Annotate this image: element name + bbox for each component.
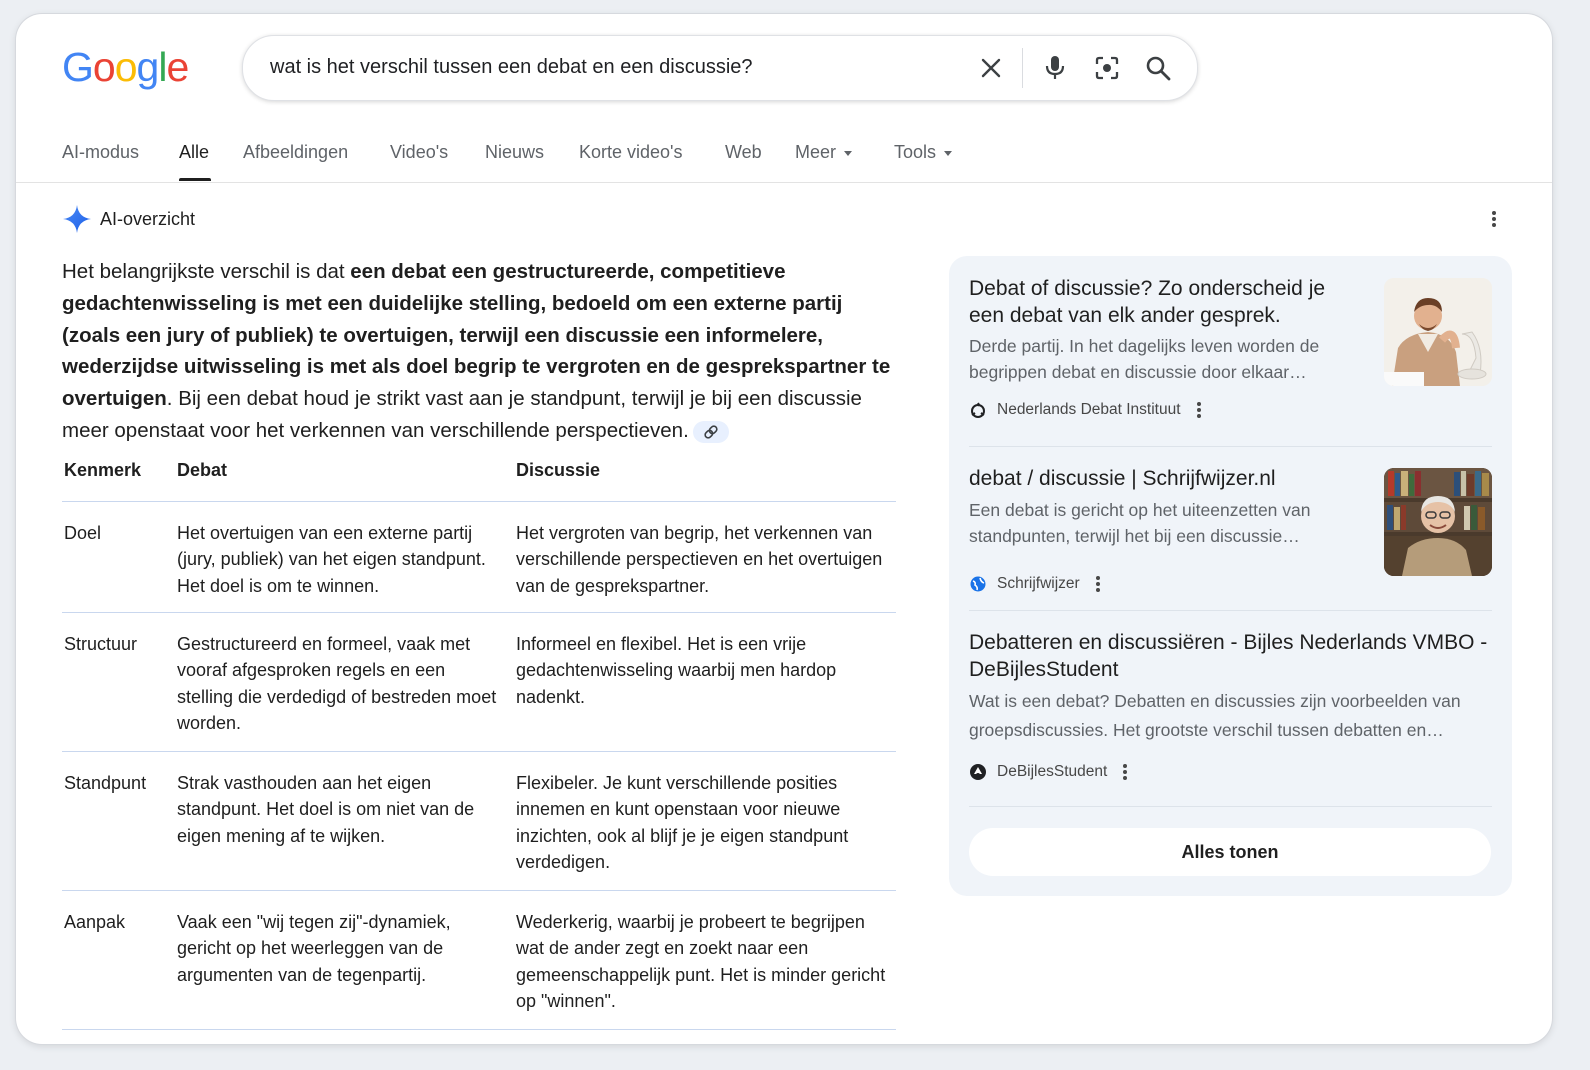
card-divider	[969, 806, 1492, 807]
header-debat: Debat	[177, 460, 228, 480]
globe-icon	[969, 575, 987, 593]
man-on-phone-image	[1384, 278, 1492, 386]
active-tab-indicator	[179, 178, 211, 181]
source-site[interactable]	[969, 400, 1201, 420]
search-icon[interactable]	[1144, 54, 1172, 82]
site-name: Nederlands Debat Instituut	[997, 401, 1181, 418]
more-options-icon[interactable]	[1492, 209, 1496, 234]
source-card[interactable]	[969, 276, 1492, 426]
source-site[interactable]	[969, 762, 1127, 782]
cell-kenmerk: Standpunt	[64, 773, 147, 793]
summary-intro: Het belangrijkste verschil is dat	[62, 260, 351, 283]
card-divider	[969, 446, 1492, 447]
source-description: Derde partij. In het dagelijks leven worden de begrippen debat en discussie door elkaar…	[969, 336, 1320, 382]
tab-web[interactable]: Web	[725, 142, 762, 162]
table-row	[62, 502, 896, 613]
source-site[interactable]	[969, 574, 1100, 594]
header-discussie: Discussie	[516, 460, 601, 480]
cell-kenmerk: Structuur	[64, 634, 138, 654]
sources-panel	[949, 256, 1512, 896]
browser-page	[16, 14, 1552, 1044]
source-card[interactable]	[969, 630, 1492, 790]
source-more-icon[interactable]	[1096, 574, 1100, 594]
cell-discussie: Flexibeler. Je kunt verschillende posities innemen en kunt openstaan voor nieuwe inzichten, ook al blijf je je eigen standpunt verdedigen.	[516, 773, 849, 873]
show-all-button[interactable]: Alles tonen	[969, 828, 1491, 876]
clear-icon[interactable]	[977, 54, 1005, 82]
cell-kenmerk: Doel	[64, 523, 102, 543]
site-favicon-icon	[969, 763, 987, 781]
tab-tools-label: Tools	[894, 142, 937, 162]
microphone-icon[interactable]	[1041, 54, 1069, 82]
tab-meer[interactable]	[795, 142, 852, 163]
caret-down-icon	[844, 151, 852, 156]
ai-overview-title: AI-overzicht	[100, 208, 196, 229]
tab-nieuws[interactable]: Nieuws	[485, 142, 545, 162]
tab-korte-videos[interactable]: Korte video's	[579, 142, 683, 162]
cell-discussie: Wederkerig, waarbij je probeert te begrijpen wat de ander zegt en zoekt naar een gemeenschappelijk punt. Het is minder gericht op "winnen".	[516, 912, 886, 1012]
site-favicon-icon	[969, 401, 987, 419]
cell-debat: Strak vasthouden aan het eigen standpunt. Het doel is om niet van de eigen mening af te wijken.	[177, 773, 475, 846]
table-row	[62, 613, 896, 752]
source-title[interactable]: debat / discussie | Schrijfwijzer.nl	[969, 467, 1276, 490]
search-input[interactable]: wat is het verschil tussen een debat en een discussie?	[270, 56, 753, 78]
table-header	[62, 458, 896, 502]
card-divider	[969, 610, 1492, 611]
source-title[interactable]: Debat of discussie? Zo onderscheid je een debat van elk ander gesprek.	[969, 277, 1326, 327]
cell-kenmerk: Aanpak	[64, 912, 126, 932]
source-thumbnail[interactable]	[1384, 468, 1492, 576]
source-link-chip[interactable]	[693, 421, 729, 443]
cell-debat: Vaak een "wij tegen zij"-dynamiek, gericht op het weerleggen van de argumenten van de tegenpartij.	[177, 912, 451, 985]
tab-meer-label: Meer	[795, 142, 837, 162]
search-divider	[1022, 48, 1023, 88]
cell-debat: Het overtuigen van een externe partij (jury, publiek) van het eigen standpunt. Het doel is om te winnen.	[177, 523, 486, 596]
tab-tools[interactable]	[894, 142, 952, 163]
cell-discussie: Informeel en flexibel. Het is een vrije gedachtenwisseling waarbij men hardop nadenkt.	[516, 634, 837, 707]
source-thumbnail[interactable]	[1384, 278, 1492, 386]
camera-lens-icon[interactable]	[1093, 54, 1121, 82]
tab-afbeeldingen[interactable]: Afbeeldingen	[243, 142, 349, 162]
source-more-icon[interactable]	[1123, 762, 1127, 782]
summary-highlight: een debat een gestructureerde, competitieve gedachtenwisseling is met een duidelijke stelling, bedoeld om een externe partij (zoals een jury of publiek) te overtuigen, terwijl een discussie een informelere, wederzijdse uitwisseling is met als doel begrip te vergroten en de gesprekspartner te overtuigen	[62, 260, 891, 411]
source-description: Een debat is gericht op het uiteenzetten van standpunten, terwijl het bij een discussie…	[969, 499, 1311, 546]
site-name: DeBijlesStudent	[997, 763, 1108, 780]
gemini-sparkle-icon	[62, 204, 92, 234]
cell-debat: Gestructureerd en formeel, vaak met vooraf afgesproken regels en een stelling die verdedigd of bestreden moet worden.	[177, 634, 497, 734]
google-logo[interactable]: Google	[62, 44, 189, 90]
search-box[interactable]	[242, 35, 1198, 101]
ai-summary	[62, 256, 892, 447]
site-name: Schrijfwijzer	[997, 575, 1080, 592]
link-icon	[693, 421, 729, 443]
caret-down-icon	[944, 151, 952, 156]
source-more-icon[interactable]	[1197, 400, 1201, 420]
source-description: Wat is een debat? Debatten en discussies zijn voorbeelden van groepsdiscussies. Het grootste verschil tussen debatten en…	[969, 691, 1461, 740]
header-kenmerk: Kenmerk	[64, 460, 142, 480]
man-in-library-image	[1384, 468, 1492, 576]
header-divider	[16, 182, 1552, 183]
tab-ai-modus[interactable]: AI-modus	[62, 142, 140, 162]
cell-discussie: Het vergroten van begrip, het verkennen van verschillende perspectieven en het overtuigen van de gesprekspartner.	[516, 523, 883, 596]
table-row	[62, 891, 896, 1030]
summary-rest: . Bij een debat houd je strikt vast aan je standpunt, terwijl je bij een discussie meer openstaat voor het verkennen van verschillende perspectieven.	[62, 387, 862, 442]
table-row	[62, 752, 896, 891]
source-title[interactable]: Debatteren en discussiëren - Bijles Nederlands VMBO - DeBijlesStudent	[969, 631, 1488, 681]
source-card[interactable]	[969, 466, 1492, 596]
tab-videos[interactable]: Video's	[390, 142, 449, 162]
tab-alle[interactable]: Alle	[179, 142, 210, 162]
comparison-table	[62, 458, 896, 1030]
ai-overview-header	[62, 204, 195, 234]
